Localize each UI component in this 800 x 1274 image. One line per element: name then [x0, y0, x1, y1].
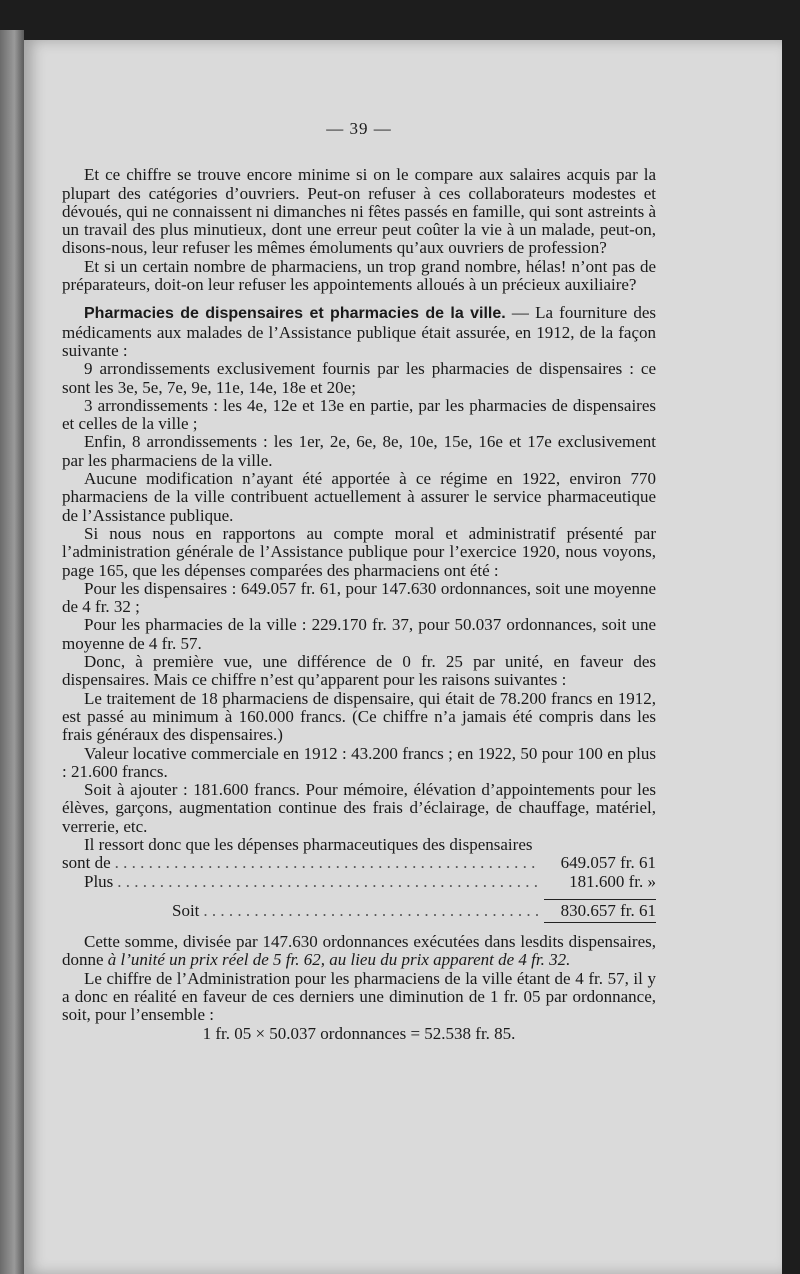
ledger-row-base [62, 854, 656, 872]
facing-page-edge [0, 30, 24, 1274]
ledger-label: sont de [62, 853, 111, 873]
paragraph: Le chiffre de l’Administration pour les pharmaciens de la ville étant de 4 fr. 57, il y a donc en réalité en faveur de ces derniers une diminution de 1 fr. 05 par ordonnance, soit, pour l’ensemble : [62, 968, 656, 1025]
dot-leader [203, 902, 540, 920]
dot-leader [115, 854, 540, 872]
dot-leader [117, 873, 540, 891]
paragraph: Valeur locative commerciale en 1912 : 43.200 francs ; en 1922, 50 pour 100 en plus : 21.600 francs. [62, 743, 656, 781]
section-heading-tail: — La fourniture des médicaments aux malades de l’Assistance publique était assurée, en 1912, de la façon suivante : [62, 303, 656, 360]
ledger-total-label: Soit [172, 900, 200, 920]
page-content [62, 120, 656, 1043]
paragraph: Si nous nous en rapportons au compte moral et administratif présenté par l’administration générale de l’Assistance publique pour l’exercice 1920, nous voyons, page 165, que les dépenses comparées des pharmaciens ont été : [62, 523, 656, 580]
ledger-row-plus [62, 873, 656, 891]
paragraph: Et si un certain nombre de pharmaciens, un trop grand nombre, hélas! n’ont pas de préparateurs, doit-on leur refuser les appointements alloués à un précieux auxiliaire? [62, 256, 656, 295]
section-heading: Pharmacies de dispensaires et pharmacies de la ville. [84, 305, 506, 323]
paragraph: Il ressort donc que les dépenses pharmaceutiques des dispensaires [84, 834, 533, 854]
ledger-total-amount: 830.657 fr. 61 [544, 899, 656, 923]
ledger-row-total [62, 899, 656, 923]
paragraph: Donc, à première vue, une différence de 0 fr. 25 par unité, en faveur des dispensaires. Mais ce chiffre n’est qu’apparent pour les raisons suivantes : [62, 652, 656, 690]
section-paragraph [62, 304, 656, 360]
paragraph: Soit à ajouter : 181.600 francs. Pour mémoire, élévation d’appointements pour les élèves, garçons, augmentation continue des frais d’éclairage, de chauffage, matériel, verrerie, etc. [62, 780, 656, 836]
paragraph: Le traitement de 18 pharmaciens de dispensaire, qui était de 78.200 francs en 1912, est passé au minimum à 160.000 francs. (Ce chiffre n’a jamais été compris dans les frais généraux des dispensaires.) [62, 688, 656, 745]
paragraph: Enfin, 8 arrondissements : les 1er, 2e, 6e, 8e, 10e, 15e, 16e et 17e exclusivement par les pharmaciens de la ville. [62, 432, 656, 470]
ledger-amount: 649.057 fr. 61 [560, 853, 656, 873]
page-number: — 39 — [326, 119, 392, 138]
ledger-amount: 181.600 fr. » [569, 871, 656, 891]
paragraph: 9 arrondissements exclusivement fournis par les pharmacies de dispensaires : ce sont les 3e, 5e, 7e, 9e, 11e, 14e, 18e et 20e; [62, 359, 656, 397]
conclusion-italic: à l’unité un prix réel de 5 fr. 62, au lieu du prix apparent de 4 fr. 32. [107, 950, 571, 970]
paragraph: Et ce chiffre se trouve encore minime si on le compare aux salaires acquis par la plupart des catégories d’ouvriers. Peut-on refuser à ces collaborateurs modestes et dévoués, qui ne connaissent ni dimanches ni fêtes passés en famille, qui sont astreints à un travail des plus minutieux, dont une erreur peut coûter la vie à un malade, peut-on, disons-nous, leur refuser les mêmes émoluments qu’aux ouvriers de profession? [62, 165, 656, 258]
paragraph: Pour les dispensaires : 649.057 fr. 61, pour 147.630 ordonnances, soit une moyenne de 4 fr. 32 ; [62, 578, 656, 617]
paragraph: Aucune modification n’ayant été apportée à ce régime en 1922, environ 770 pharmaciens de la ville contribuent actuellement à assurer le service pharmaceutique de l’Assistance publique. [62, 469, 656, 525]
book-page [24, 40, 782, 1274]
formula-line: 1 fr. 05 × 50.037 ordonnances = 52.538 fr. 85. [202, 1023, 516, 1043]
ledger-label: Plus [84, 871, 114, 891]
paragraph: Pour les pharmacies de la ville : 229.170 fr. 37, pour 50.037 ordonnances, soit une moyenne de 4 fr. 57. [62, 615, 656, 653]
paragraph: 3 arrondissements : les 4e, 12e et 13e en partie, par les pharmacies de dispensaires et celles de la ville ; [62, 395, 656, 434]
conclusion-text: Cette somme, divisée par 147.630 ordonnances exécutées dans lesdits dispensaires, donne [62, 932, 656, 970]
paragraph [62, 933, 656, 970]
